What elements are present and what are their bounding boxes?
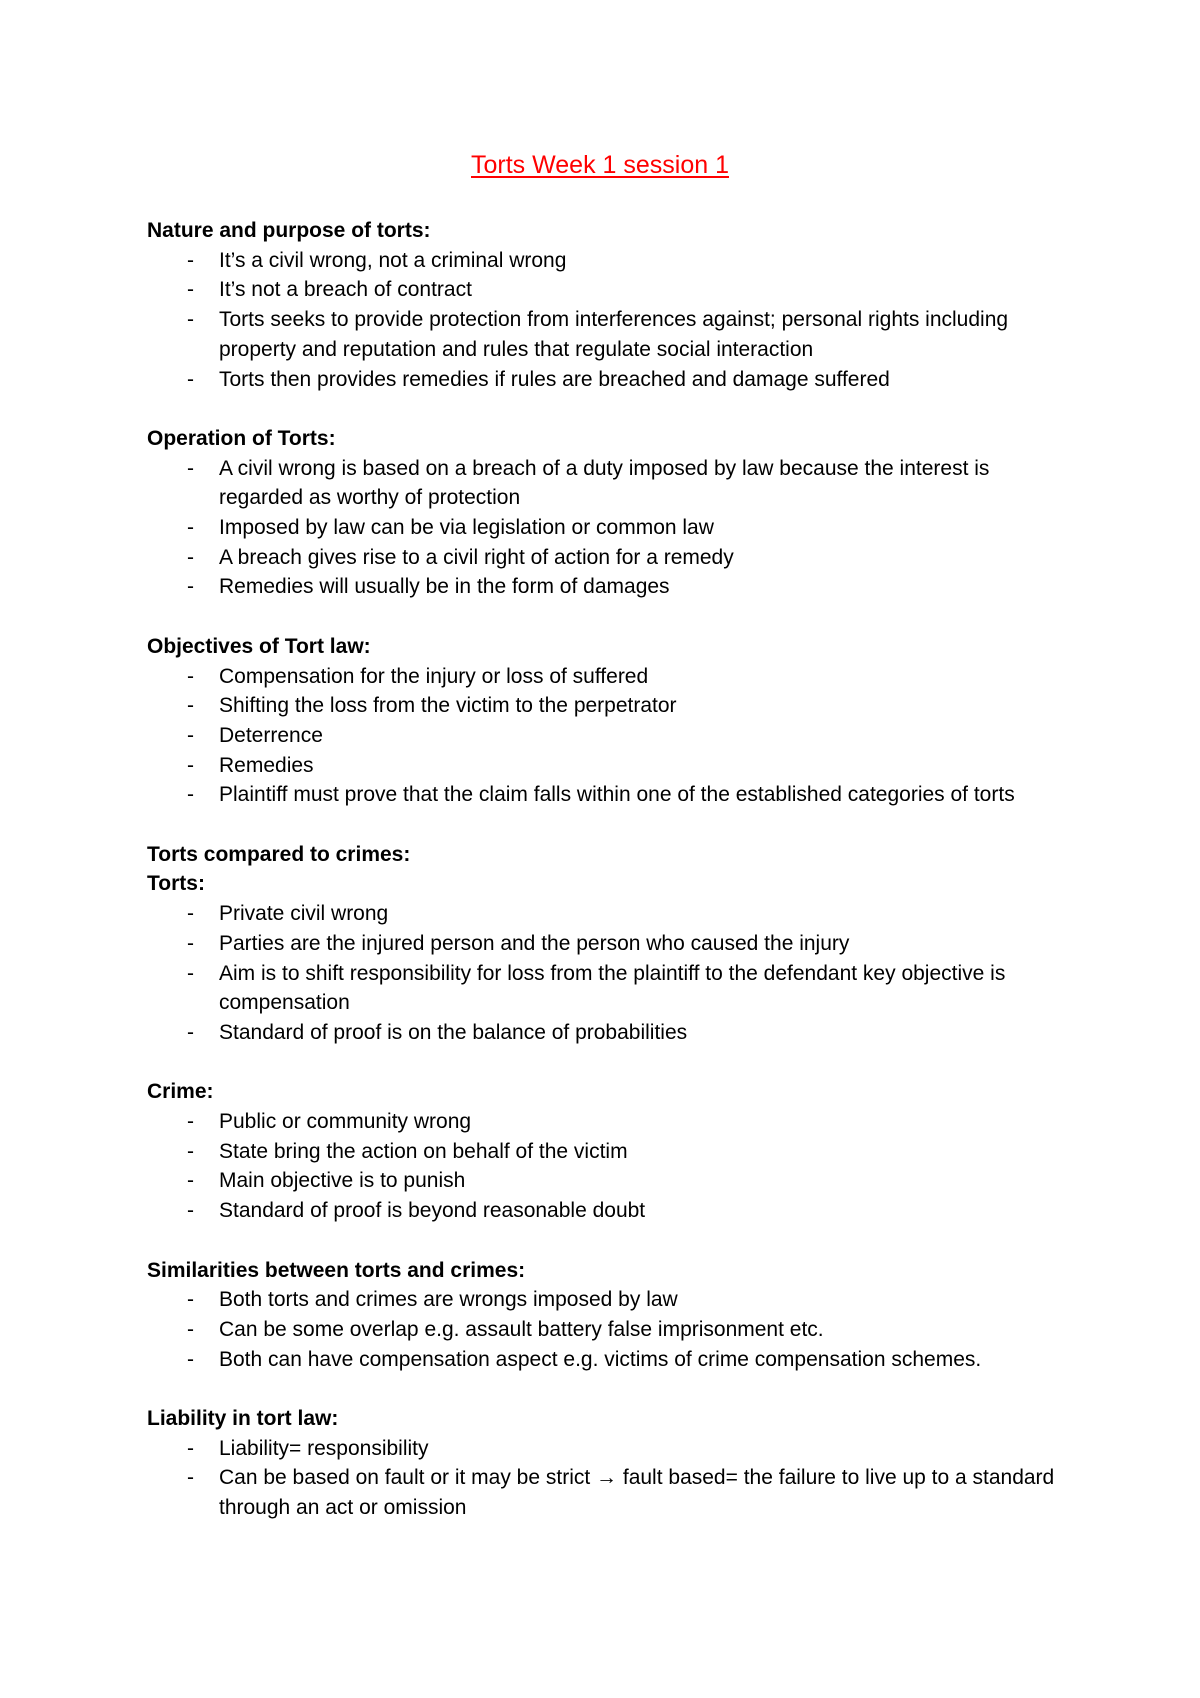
- bullet-list: [147, 246, 1067, 395]
- list-item: [147, 275, 1067, 305]
- list-item-text: Aim is to shift responsibility for loss from the plaintiff to the defendant key objective is compensation: [219, 961, 1006, 1015]
- list-item-text: Imposed by law can be via legislation or common law: [219, 516, 714, 540]
- list-item-text: Remedies: [219, 753, 314, 777]
- list-item: [147, 929, 1067, 959]
- dash-bullet-icon: -: [187, 902, 194, 926]
- list-item-text: Both torts and crimes are wrongs imposed by law: [219, 1288, 678, 1312]
- bullet-list: [147, 1107, 1067, 1226]
- list-item: [147, 246, 1067, 276]
- dash-bullet-icon: -: [187, 516, 194, 540]
- dash-bullet-icon: -: [187, 456, 194, 480]
- list-item-text: Torts then provides remedies if rules are breached and damage suffered: [219, 367, 890, 391]
- list-item: [147, 1434, 1067, 1464]
- document-body: [147, 216, 1067, 1553]
- list-item-text: Standard of proof is on the balance of probabilities: [219, 1020, 688, 1044]
- list-item: [147, 1345, 1067, 1375]
- list-item-text: Main objective is to punish: [219, 1169, 466, 1193]
- dash-bullet-icon: -: [187, 723, 194, 747]
- section-heading: Operation of Torts:: [147, 426, 336, 450]
- list-item: [147, 1166, 1067, 1196]
- dash-bullet-icon: -: [187, 694, 194, 718]
- list-item: [147, 513, 1067, 543]
- list-item-text: Can be some overlap e.g. assault battery false imprisonment etc.: [219, 1317, 824, 1341]
- dash-bullet-icon: -: [187, 1466, 194, 1490]
- section: [147, 1404, 1067, 1523]
- list-item: [147, 1463, 1067, 1522]
- list-item: [147, 1018, 1067, 1048]
- dash-bullet-icon: -: [187, 1139, 194, 1163]
- list-item-text: Compensation for the injury or loss of suffered: [219, 664, 649, 688]
- bullet-list: [147, 454, 1067, 603]
- dash-bullet-icon: -: [187, 783, 194, 807]
- list-item: [147, 691, 1067, 721]
- dash-bullet-icon: -: [187, 1288, 194, 1312]
- list-item: [147, 365, 1067, 395]
- dash-bullet-icon: -: [187, 1347, 194, 1371]
- section: [147, 1256, 1067, 1375]
- dash-bullet-icon: -: [187, 1110, 194, 1134]
- list-item-text: Remedies will usually be in the form of damages: [219, 575, 670, 599]
- list-item-text: Private civil wrong: [219, 902, 389, 926]
- list-item-text: A civil wrong is based on a breach of a duty imposed by law because the interest is regarded as worthy of protection: [219, 456, 990, 510]
- list-item-text: Standard of proof is beyond reasonable doubt: [219, 1199, 646, 1223]
- dash-bullet-icon: -: [187, 308, 194, 332]
- dash-bullet-icon: -: [187, 753, 194, 777]
- dash-bullet-icon: -: [187, 367, 194, 391]
- dash-bullet-icon: -: [187, 931, 194, 955]
- section-heading: Torts compared to crimes:: [147, 842, 411, 866]
- list-item-text: Torts seeks to provide protection from interferences against; personal rights including property and reputation and rules that regulate social interaction: [219, 308, 1009, 361]
- list-item: [147, 454, 1067, 513]
- dash-bullet-icon: -: [187, 1020, 194, 1044]
- list-item-text: State bring the action on behalf of the victim: [219, 1139, 628, 1163]
- list-item: [147, 572, 1067, 602]
- list-item-text: Both can have compensation aspect e.g. victims of crime compensation schemes.: [219, 1347, 982, 1371]
- section: [147, 424, 1067, 602]
- list-item-text: It’s not a breach of contract: [219, 278, 472, 302]
- list-item-text: Shifting the loss from the victim to the perpetrator: [219, 694, 677, 718]
- list-item: [147, 721, 1067, 751]
- section-heading: Objectives of Tort law:: [147, 634, 371, 658]
- list-item: [147, 1107, 1067, 1137]
- section: [147, 840, 1067, 1048]
- bullet-list: [147, 1285, 1067, 1374]
- section: [147, 1077, 1067, 1226]
- list-item-text: It’s a civil wrong, not a criminal wrong: [219, 248, 567, 272]
- bullet-list: [147, 899, 1067, 1048]
- dash-bullet-icon: -: [187, 1169, 194, 1193]
- list-item: [147, 899, 1067, 929]
- list-item-text: Public or community wrong: [219, 1110, 472, 1134]
- list-item-text: Plaintiff must prove that the claim falls within one of the established categories of torts: [219, 783, 1015, 807]
- list-item: [147, 751, 1067, 781]
- dash-bullet-icon: -: [187, 575, 194, 599]
- list-item: [147, 1315, 1067, 1345]
- list-item: [147, 543, 1067, 573]
- section: [147, 216, 1067, 394]
- dash-bullet-icon: -: [187, 1436, 194, 1460]
- section-heading: Similarities between torts and crimes:: [147, 1258, 526, 1282]
- document-title: Torts Week 1 session 1: [471, 151, 729, 179]
- list-item: [147, 1285, 1067, 1315]
- list-item: [147, 959, 1067, 1018]
- bullet-list: [147, 662, 1067, 811]
- section: [147, 632, 1067, 810]
- dash-bullet-icon: -: [187, 1199, 194, 1223]
- list-item: [147, 1137, 1067, 1167]
- section-heading: Nature and purpose of torts:: [147, 219, 431, 242]
- dash-bullet-icon: -: [187, 278, 194, 302]
- list-item: [147, 1196, 1067, 1226]
- list-item-text: Liability= responsibility: [219, 1436, 429, 1460]
- list-item: [147, 305, 1067, 364]
- dash-bullet-icon: -: [187, 545, 194, 569]
- list-item: [147, 780, 1067, 810]
- dash-bullet-icon: -: [187, 1317, 194, 1341]
- section-heading: Liability in tort law:: [147, 1407, 339, 1431]
- section-heading: Torts:: [147, 872, 205, 896]
- dash-bullet-icon: -: [187, 248, 194, 272]
- list-item: [147, 662, 1067, 692]
- list-item-text: A breach gives rise to a civil right of action for a remedy: [219, 545, 734, 569]
- list-item-text: Deterrence: [219, 723, 323, 747]
- list-item-text: Parties are the injured person and the person who caused the injury: [219, 931, 850, 955]
- bullet-list: [147, 1434, 1067, 1523]
- list-item-text: Can be based on fault or it may be strict → fault based= the failure to live up to a standard through an act or omission: [219, 1466, 1055, 1520]
- section-heading: Crime:: [147, 1080, 214, 1104]
- dash-bullet-icon: -: [187, 961, 194, 985]
- dash-bullet-icon: -: [187, 664, 194, 688]
